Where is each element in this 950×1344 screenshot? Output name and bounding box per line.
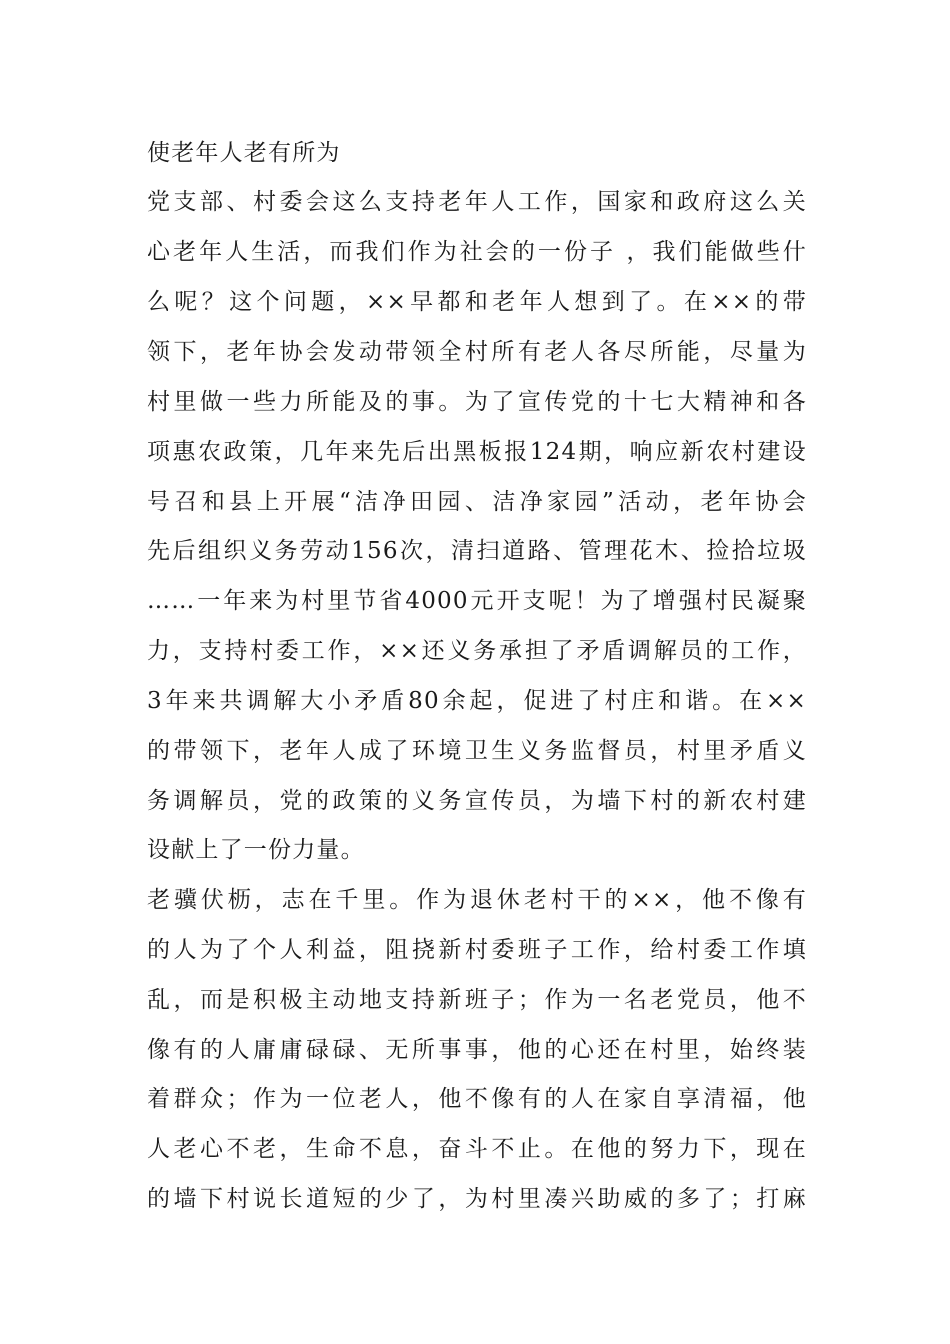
paragraph-line: 的墙下村说长道短的少了，为村里凑兴助威的多了；打麻 xyxy=(147,1186,807,1212)
paragraph-line: 力，支持村委工作，××还义务承担了矛盾调解员的工作， xyxy=(147,638,807,664)
paragraph-line: 项惠农政策，几年来先后出黑板报124期，响应新农村建设 xyxy=(147,439,807,465)
paragraph-line: 的人为了个人利益，阻挠新村委班子工作，给村委工作填 xyxy=(147,937,807,963)
paragraph-line: 乱，而是积极主动地支持新班子；作为一名老党员，他不 xyxy=(147,987,807,1013)
paragraph-line: 像有的人庸庸碌碌、无所事事，他的心还在村里，始终装 xyxy=(147,1037,807,1063)
paragraph-line: 设献上了一份力量。 xyxy=(147,837,365,863)
paragraph-line: 老骥伏枥，志在千里。作为退休老村干的××，他不像有 xyxy=(147,887,807,913)
paragraph-line: ……一年来为村里节省4000元开支呢！为了增强村民凝聚 xyxy=(147,588,807,614)
paragraph-line: 么呢？这个问题，××早都和老年人想到了。在××的带 xyxy=(147,289,807,315)
paragraph-line: 党支部、村委会这么支持老年人工作，国家和政府这么关 xyxy=(147,189,807,215)
paragraph-line: 村里做一些力所能及的事。为了宣传党的十七大精神和各 xyxy=(147,389,807,415)
paragraph-line: 领下，老年协会发动带领全村所有老人各尽所能，尽量为 xyxy=(147,339,807,365)
paragraph-line: 务调解员，党的政策的义务宣传员，为墙下村的新农村建 xyxy=(147,788,807,814)
section-heading: 使老年人老有所为 xyxy=(147,140,341,166)
paragraph-line: 号召和县上开展“洁净田园、洁净家园”活动，老年协会 xyxy=(147,489,807,515)
paragraph-line: 3年来共调解大小矛盾80余起，促进了村庄和谐。在×× xyxy=(147,688,807,714)
paragraph-line: 先后组织义务劳动156次，清扫道路、管理花木、捡拾垃圾 xyxy=(147,538,807,564)
paragraph-line: 人老心不老，生命不息，奋斗不止。在他的努力下，现在 xyxy=(147,1136,807,1162)
paragraph-line: 着群众；作为一位老人，他不像有的人在家自享清福，他 xyxy=(147,1086,807,1112)
paragraph-line: 心老年人生活，而我们作为社会的一份子 ，我们能做些什 xyxy=(147,239,807,265)
paragraph-line: 的带领下，老年人成了环境卫生义务监督员，村里矛盾义 xyxy=(147,738,807,764)
